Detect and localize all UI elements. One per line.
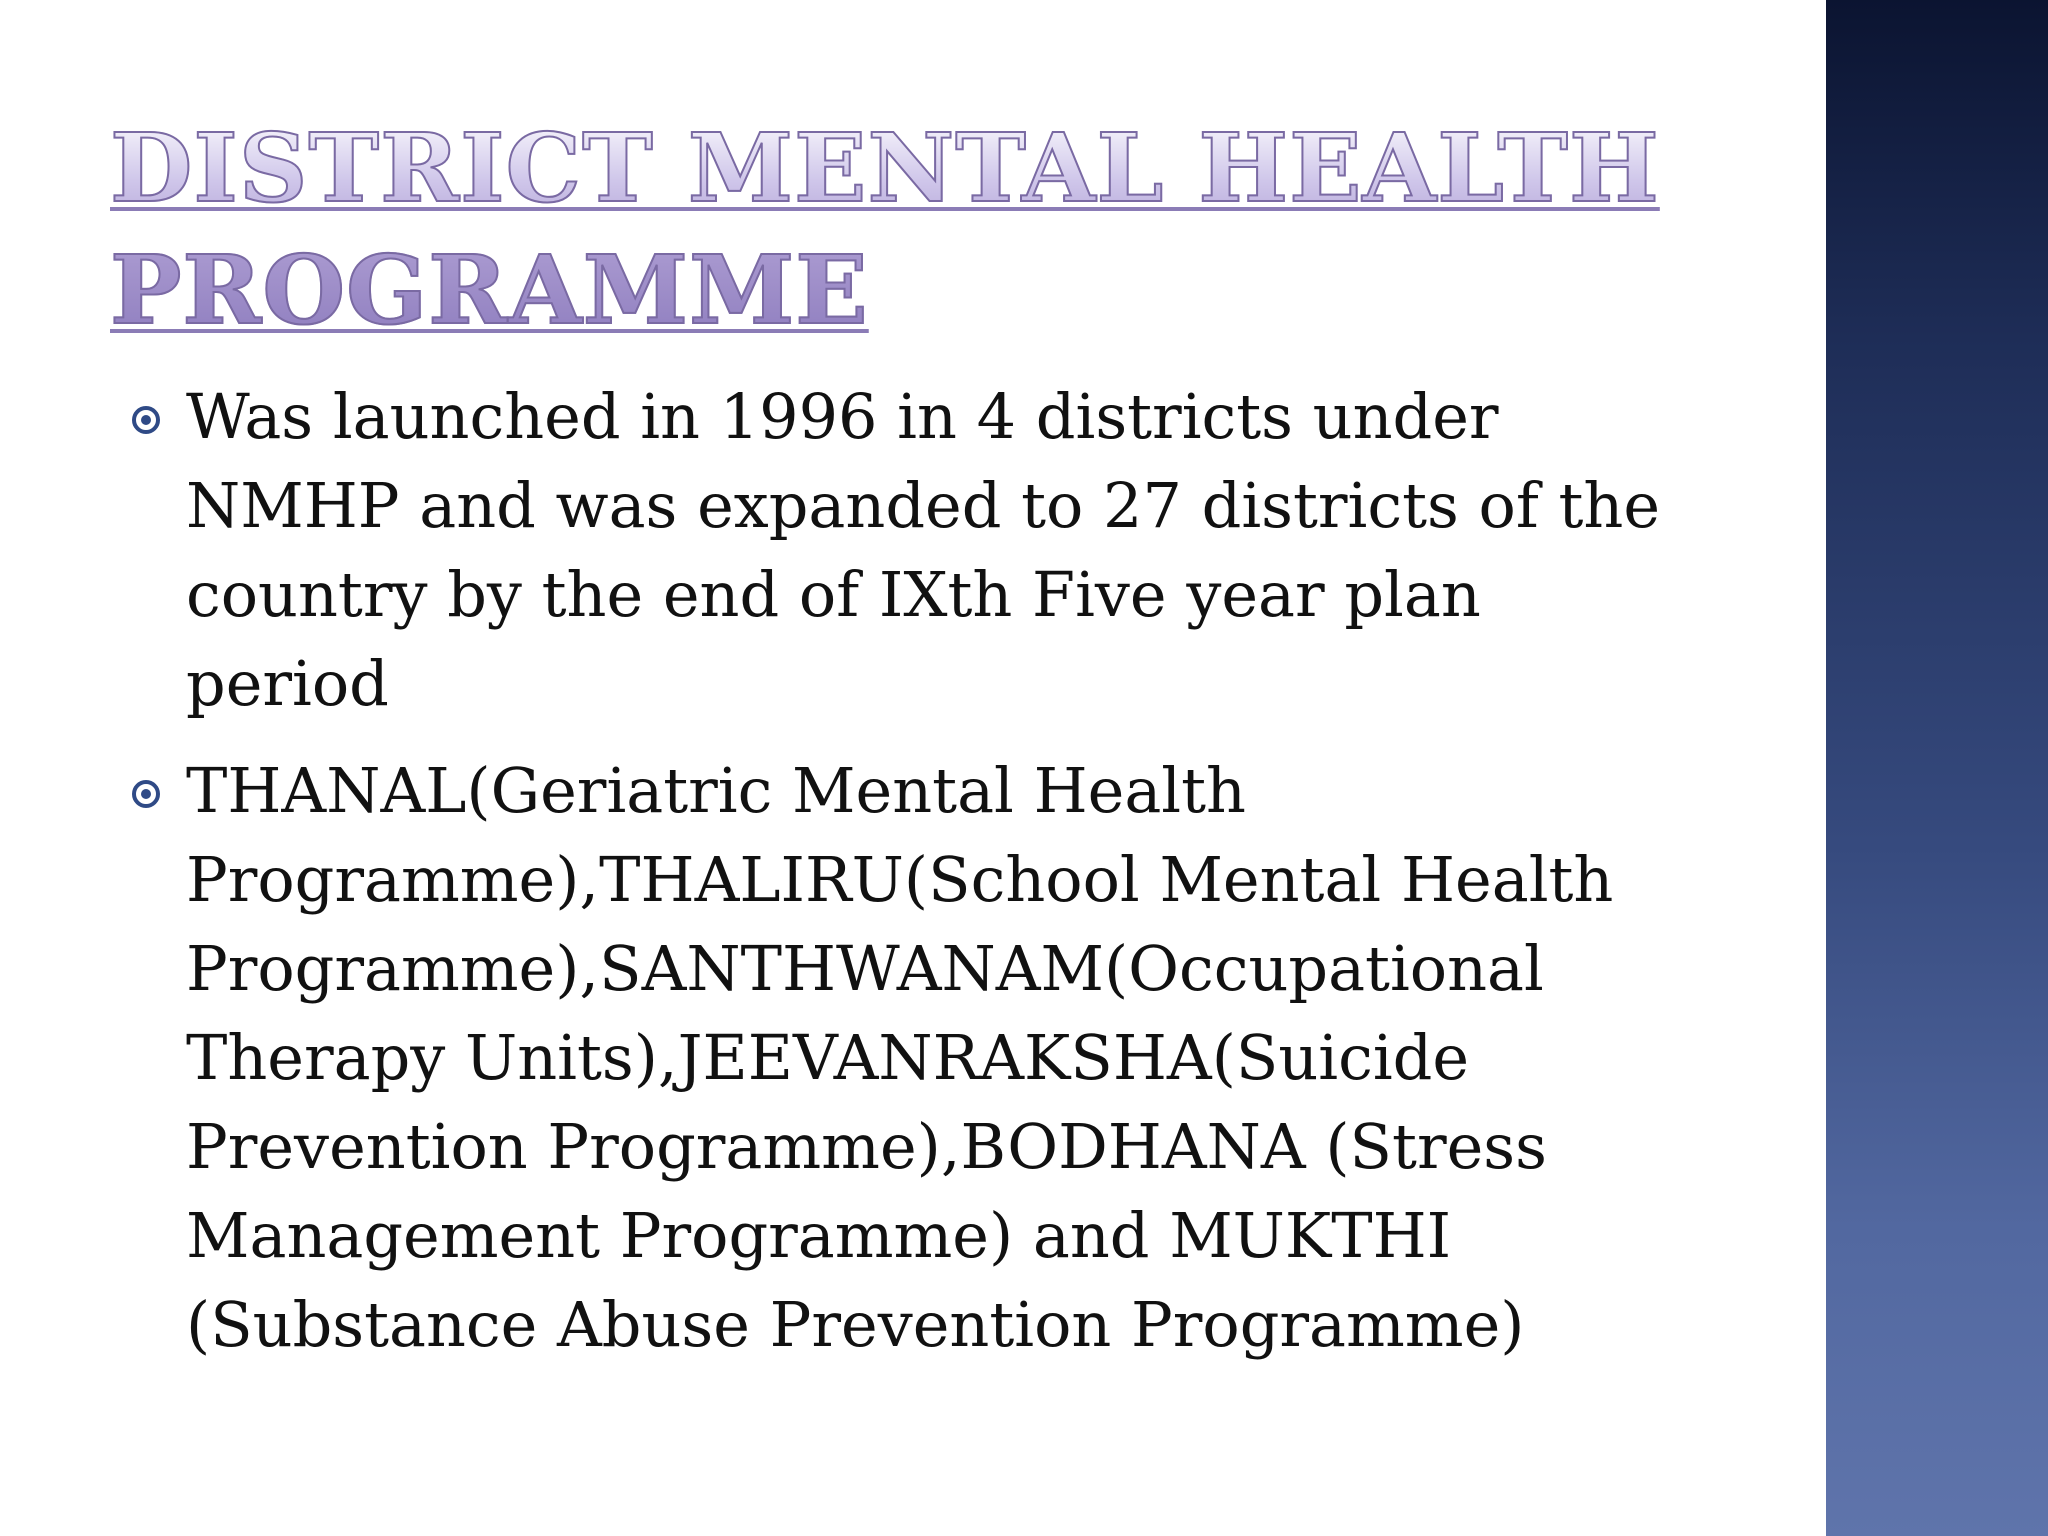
bullet-text: THANAL(Geriatric Mental Health Programme),THALIRU(School Mental Health Programme),SANTHWANAM(Occupational Therapy Units),JEEVANRAKSHA(Suicide Prevention Programme),BODHANA (Stress Management Programme) and MUKTHI (Substance Abuse Prevention Programme) [186, 754, 1614, 1361]
bullet-text: Was launched in 1996 in 4 districts under NMHP and was expanded to 27 districts of the country by the end of IXth Five year plan period [186, 380, 1661, 720]
circle-dot-bullet-icon [132, 780, 160, 808]
bullet-item [124, 372, 1724, 728]
bullet-item [124, 746, 1724, 1369]
circle-dot-bullet-icon [132, 406, 160, 434]
bullet-list [124, 372, 1724, 1387]
title-container [110, 108, 1670, 352]
decorative-side-band [1826, 0, 2048, 1536]
slide-title: DISTRICT MENTAL HEALTH PROGRAMME [110, 108, 1670, 352]
